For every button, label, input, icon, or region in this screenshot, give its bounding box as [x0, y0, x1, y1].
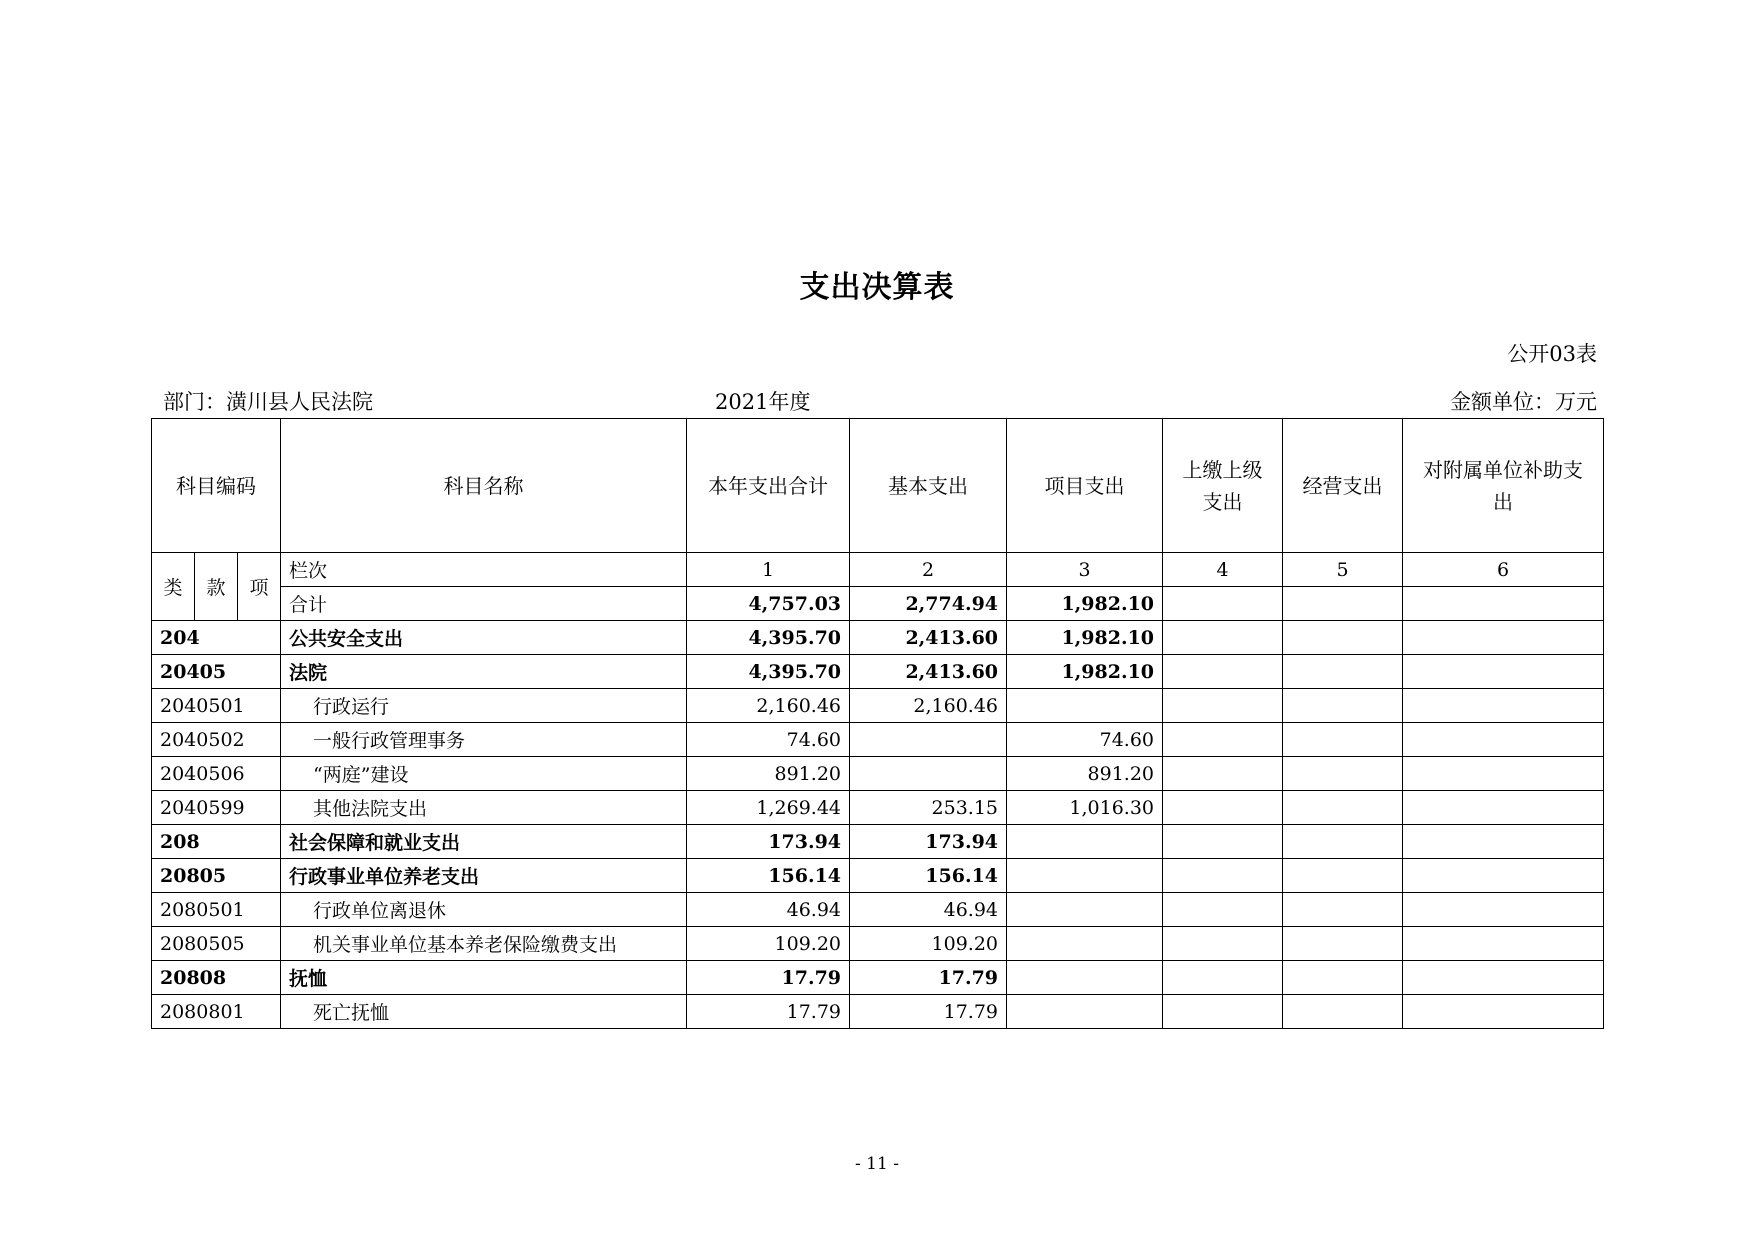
amount-basic [850, 723, 1007, 757]
total-project: 1,982.10 [1007, 587, 1163, 621]
subject-code: 20805 [152, 859, 281, 893]
header-subsidy: 对附属单位补助支出 [1403, 419, 1604, 553]
subject-code: 2040506 [152, 757, 281, 791]
amount-project [1007, 825, 1163, 859]
header-project: 项目支出 [1007, 419, 1163, 553]
table-row [152, 927, 1604, 961]
empty-cell [1283, 893, 1403, 927]
empty-cell [1163, 995, 1283, 1029]
header-upper: 上缴上级支出 [1163, 419, 1283, 553]
subject-name: 其他法院支出 [281, 791, 687, 825]
subject-name: 公共安全支出 [281, 621, 687, 655]
amount-unit: 金额单位：万元 [1450, 390, 1597, 414]
empty-cell [1283, 621, 1403, 655]
table-row [152, 825, 1604, 859]
amount-total: 891.20 [687, 757, 850, 791]
amount-basic: 17.79 [850, 961, 1007, 995]
amount-project [1007, 689, 1163, 723]
header-basic: 基本支出 [850, 419, 1007, 553]
header-kuan: 款 [195, 553, 238, 621]
empty-cell [1163, 961, 1283, 995]
amount-project: 891.20 [1007, 757, 1163, 791]
empty-cell [1283, 791, 1403, 825]
header-xiang: 项 [238, 553, 281, 621]
empty-cell [1403, 757, 1604, 791]
amount-total: 4,395.70 [687, 655, 850, 689]
header-business: 经营支出 [1283, 419, 1403, 553]
amount-total: 109.20 [687, 927, 850, 961]
column-index: 1 [687, 553, 850, 587]
empty-cell [1403, 587, 1604, 621]
amount-project: 1,016.30 [1007, 791, 1163, 825]
empty-cell [1403, 961, 1604, 995]
column-index: 5 [1283, 553, 1403, 587]
subject-name: 行政事业单位养老支出 [281, 859, 687, 893]
subject-name: 行政单位离退休 [281, 893, 687, 927]
empty-cell [1163, 825, 1283, 859]
amount-project [1007, 859, 1163, 893]
empty-cell [1283, 859, 1403, 893]
subject-code: 2080801 [152, 995, 281, 1029]
empty-cell [1403, 927, 1604, 961]
subject-code: 204 [152, 621, 281, 655]
subject-name: 一般行政管理事务 [281, 723, 687, 757]
amount-basic: 2,413.60 [850, 621, 1007, 655]
table-row [152, 791, 1604, 825]
empty-cell [1163, 655, 1283, 689]
column-index: 3 [1007, 553, 1163, 587]
amount-basic: 2,160.46 [850, 689, 1007, 723]
subject-name: 法院 [281, 655, 687, 689]
column-index: 6 [1403, 553, 1604, 587]
empty-cell [1283, 587, 1403, 621]
empty-cell [1283, 825, 1403, 859]
table-header-row [152, 419, 1604, 553]
amount-basic: 17.79 [850, 995, 1007, 1029]
empty-cell [1403, 723, 1604, 757]
header-code: 科目编码 [152, 419, 281, 553]
amount-project: 1,982.10 [1007, 655, 1163, 689]
amount-total: 173.94 [687, 825, 850, 859]
amount-total: 156.14 [687, 859, 850, 893]
subject-code: 20405 [152, 655, 281, 689]
column-index-row [152, 553, 1604, 587]
empty-cell [1283, 757, 1403, 791]
amount-total: 2,160.46 [687, 689, 850, 723]
fiscal-year: 2021年度 [715, 390, 811, 414]
table-row [152, 961, 1604, 995]
subject-code: 2040501 [152, 689, 281, 723]
empty-cell [1163, 689, 1283, 723]
department-label: 部门：潢川县人民法院 [163, 390, 373, 414]
amount-basic: 2,413.60 [850, 655, 1007, 689]
total-amount: 4,757.03 [687, 587, 850, 621]
total-row [152, 587, 1604, 621]
page-title: 支出决算表 [799, 270, 955, 305]
amount-project [1007, 927, 1163, 961]
empty-cell [1283, 655, 1403, 689]
header-name: 科目名称 [281, 419, 687, 553]
table-row [152, 995, 1604, 1029]
table-row [152, 621, 1604, 655]
table-row [152, 859, 1604, 893]
empty-cell [1163, 723, 1283, 757]
amount-project: 1,982.10 [1007, 621, 1163, 655]
amount-total: 1,269.44 [687, 791, 850, 825]
subject-name: 机关事业单位基本养老保险缴费支出 [281, 927, 687, 961]
column-label: 栏次 [281, 553, 687, 587]
amount-total: 17.79 [687, 995, 850, 1029]
subject-name: 行政运行 [281, 689, 687, 723]
subject-code: 208 [152, 825, 281, 859]
empty-cell [1403, 995, 1604, 1029]
empty-cell [1283, 689, 1403, 723]
header-total: 本年支出合计 [687, 419, 850, 553]
amount-total: 46.94 [687, 893, 850, 927]
page-number: - 11 - [855, 1154, 899, 1174]
table-row [152, 893, 1604, 927]
empty-cell [1403, 825, 1604, 859]
subject-code: 2040502 [152, 723, 281, 757]
total-label: 合计 [281, 587, 687, 621]
empty-cell [1163, 893, 1283, 927]
amount-total: 74.60 [687, 723, 850, 757]
subject-code: 20808 [152, 961, 281, 995]
empty-cell [1163, 859, 1283, 893]
empty-cell [1163, 757, 1283, 791]
amount-total: 17.79 [687, 961, 850, 995]
amount-basic [850, 757, 1007, 791]
amount-basic: 46.94 [850, 893, 1007, 927]
subject-name: 社会保障和就业支出 [281, 825, 687, 859]
column-index: 4 [1163, 553, 1283, 587]
empty-cell [1403, 859, 1604, 893]
empty-cell [1163, 927, 1283, 961]
column-index: 2 [850, 553, 1007, 587]
subject-name: 抚恤 [281, 961, 687, 995]
subject-code: 2040599 [152, 791, 281, 825]
empty-cell [1403, 689, 1604, 723]
subject-code: 2080505 [152, 927, 281, 961]
amount-basic: 253.15 [850, 791, 1007, 825]
empty-cell [1283, 995, 1403, 1029]
subject-name: “两庭”建设 [281, 757, 687, 791]
table-row [152, 723, 1604, 757]
empty-cell [1403, 655, 1604, 689]
header-lei: 类 [152, 553, 195, 621]
form-number: 公开03表 [1507, 342, 1597, 366]
amount-project [1007, 995, 1163, 1029]
table-row [152, 655, 1604, 689]
total-basic: 2,774.94 [850, 587, 1007, 621]
amount-total: 4,395.70 [687, 621, 850, 655]
amount-basic: 156.14 [850, 859, 1007, 893]
subject-name: 死亡抚恤 [281, 995, 687, 1029]
expenditure-table [151, 418, 1604, 1029]
amount-basic: 109.20 [850, 927, 1007, 961]
empty-cell [1403, 791, 1604, 825]
empty-cell [1163, 791, 1283, 825]
empty-cell [1283, 961, 1403, 995]
empty-cell [1283, 723, 1403, 757]
amount-project [1007, 961, 1163, 995]
empty-cell [1163, 587, 1283, 621]
table-row [152, 689, 1604, 723]
amount-project [1007, 893, 1163, 927]
amount-basic: 173.94 [850, 825, 1007, 859]
empty-cell [1163, 621, 1283, 655]
table-row [152, 757, 1604, 791]
empty-cell [1403, 893, 1604, 927]
empty-cell [1403, 621, 1604, 655]
empty-cell [1283, 927, 1403, 961]
amount-project: 74.60 [1007, 723, 1163, 757]
subject-code: 2080501 [152, 893, 281, 927]
